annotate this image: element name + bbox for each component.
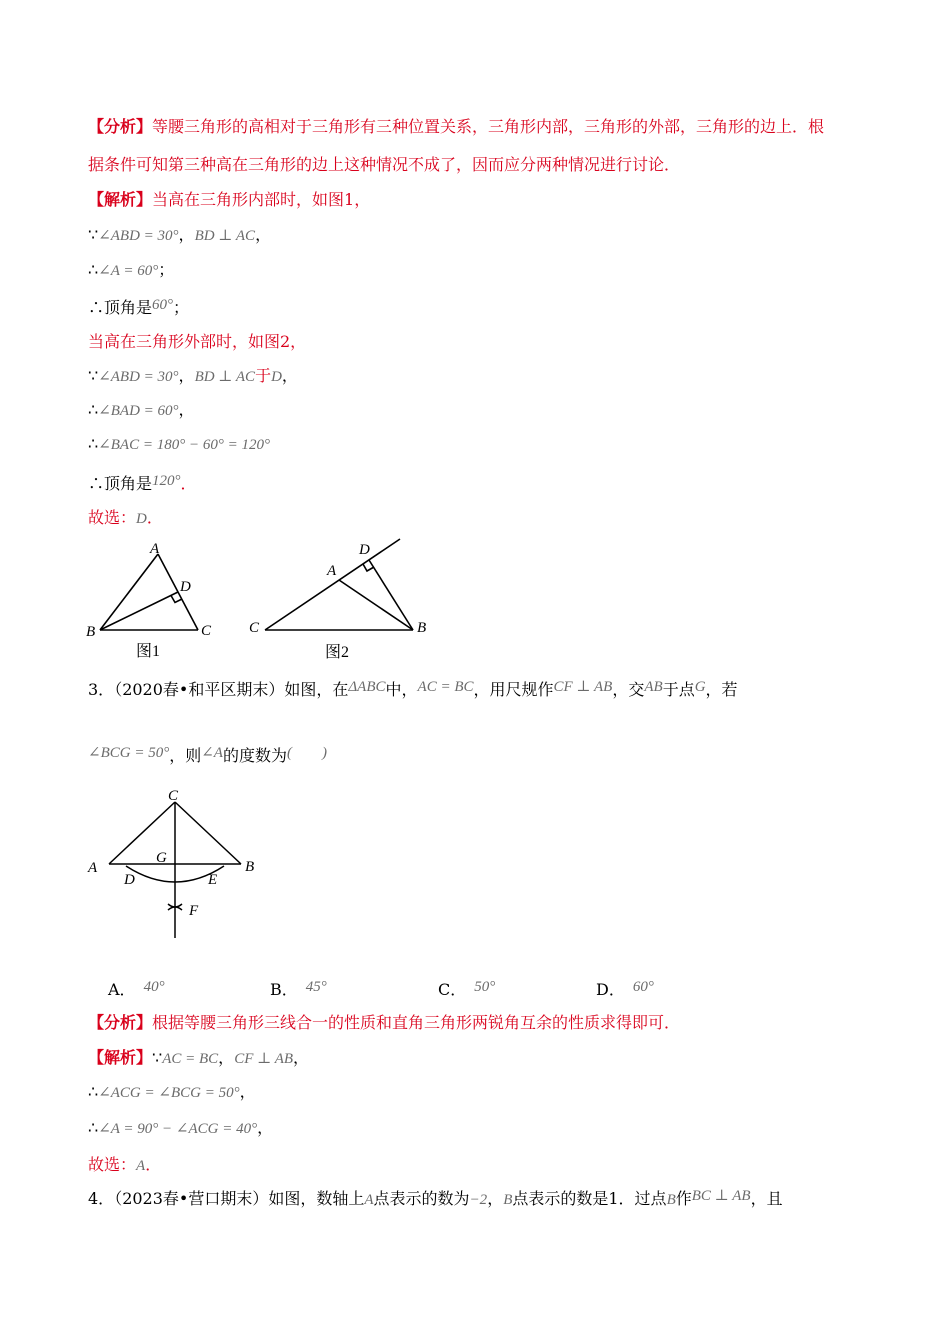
q3-line-1: [88, 680, 738, 701]
because-symbol: ∵: [88, 225, 99, 244]
solution-answer: [88, 508, 163, 529]
math-expression: B: [666, 1192, 676, 1208]
analysis-text-2: 据条件可知第三种高在三角形的边上这种情况不成了，因而应分两种情况进行讨论．: [88, 155, 681, 174]
math-expression: CF ⊥ AB: [553, 679, 613, 695]
q3-label-f: F: [189, 903, 199, 919]
solution-step-6: [88, 434, 270, 455]
math-expression: ∠ABD = 30°: [98, 369, 179, 385]
therefore-symbol: ∴: [88, 400, 99, 419]
q3-line-2: [88, 746, 327, 767]
math-expression: D: [271, 369, 282, 385]
statement-text: ∴顶角是: [88, 474, 153, 493]
solution-case2: [88, 332, 306, 352]
choice-label: D．: [596, 980, 625, 999]
q3-number: 3．: [88, 680, 115, 699]
math-expression: AC = BC: [417, 679, 474, 695]
q4-text: 如图，数轴上: [268, 1189, 365, 1208]
fig2-label-c: C: [249, 620, 260, 636]
q3-text: 如图，在: [284, 680, 349, 699]
fig2-caption: 图2: [325, 644, 350, 661]
q3-label-g: G: [156, 850, 167, 866]
q4-line-1: [88, 1189, 783, 1210]
math-expression: BD ⊥ AC: [194, 369, 256, 385]
analysis-text-1: 等腰三角形的高相对于三角形有三种位置关系，三角形内部，三角形的外部，三角形的边上．根: [152, 117, 825, 136]
math-expression: ∠BAC = 180° − 60° = 120°: [98, 437, 270, 453]
math-expression: BC ⊥ AB: [691, 1188, 751, 1204]
q3-solution-step-1: [88, 1048, 309, 1069]
therefore-symbol: ∴: [88, 1118, 99, 1137]
q4-text: 作: [675, 1189, 692, 1208]
fig2-label-d: D: [359, 542, 370, 558]
choice-value: 40°: [143, 979, 165, 995]
q3-text: ，交: [612, 680, 645, 699]
math-expression: A: [364, 1192, 374, 1208]
answer-label: 故选：: [88, 508, 137, 527]
choice-c[interactable]: [438, 977, 495, 1000]
q3-text: ，若: [705, 680, 738, 699]
q4-text: 点表示的数是1．过点: [512, 1189, 667, 1208]
answer-label: 故选：: [88, 1155, 137, 1174]
solution-step-5: [88, 400, 195, 421]
answer-blank: ( ): [286, 745, 327, 761]
q3-source: （2020春•和平区期末）: [114, 680, 285, 699]
fig1-label-a: A: [150, 541, 160, 557]
q4-text: ，: [487, 1189, 504, 1208]
punctuation: ．: [145, 1155, 162, 1174]
punctuation: ，: [239, 1082, 256, 1101]
solution-step-4: [88, 366, 298, 387]
solution-tag: 【解析】: [88, 190, 153, 209]
punctuation: ，: [293, 1048, 310, 1067]
q3-label-e: E: [208, 872, 218, 888]
punctuation: ；: [173, 298, 190, 317]
analysis-text: 根据等腰三角形三线合一的性质和直角三角形两锐角互余的性质求得即可．: [152, 1013, 681, 1032]
fig1-label-b: B: [86, 624, 96, 640]
separator: ，: [178, 366, 195, 385]
separator: ，: [218, 1048, 235, 1067]
therefore-symbol: ∴: [88, 1082, 99, 1101]
q3-analysis: [88, 1013, 680, 1033]
punctuation: ．: [146, 508, 163, 527]
choice-label: A．: [108, 980, 136, 999]
q3-solution-step-2: [88, 1082, 256, 1103]
choice-a[interactable]: [108, 977, 165, 1000]
q3-text: 的度数为: [222, 746, 287, 765]
math-expression: ∠A = 90° − ∠ACG = 40°: [98, 1121, 258, 1137]
punctuation: ；: [158, 260, 175, 279]
math-expression: ∠BCG = 50°: [88, 745, 170, 761]
choice-value: 45°: [305, 979, 327, 995]
q3-label-a: A: [88, 860, 98, 876]
analysis-tag: 【分析】: [88, 117, 153, 136]
q4-source: （2023春•营口期末）: [114, 1189, 269, 1208]
math-expression: AC = BC: [162, 1051, 219, 1067]
choice-d[interactable]: [596, 977, 654, 1000]
punctuation: ，: [281, 366, 298, 385]
yu-word: 于: [255, 366, 272, 385]
choice-value: 60°: [632, 979, 654, 995]
separator: ，: [178, 225, 195, 244]
math-expression: B: [503, 1192, 513, 1208]
q3-label-b: B: [245, 859, 255, 875]
choice-b[interactable]: [270, 977, 327, 1000]
analysis-line-2: [88, 155, 680, 175]
solution-case1: [88, 190, 370, 210]
choice-value: 50°: [474, 979, 496, 995]
punctuation: ，: [257, 1118, 274, 1137]
analysis-line-1: [88, 117, 824, 137]
math-expression: −2: [469, 1192, 488, 1208]
choice-label: B．: [270, 980, 298, 999]
fig2-label-b: B: [417, 620, 427, 636]
statement-text: ∴顶角是: [88, 298, 153, 317]
math-expression: 120°: [152, 473, 181, 489]
fig1-label-d: D: [180, 579, 191, 595]
q4-text: ，且: [750, 1189, 783, 1208]
q4-text: 点表示的数为: [373, 1189, 470, 1208]
math-expression: G: [694, 679, 706, 695]
analysis-tag: 【分析】: [88, 1013, 153, 1032]
fig1-label-c: C: [201, 623, 212, 639]
case2-text: 当高在三角形外部时，如图2，: [88, 332, 307, 351]
punctuation: ，: [178, 400, 195, 419]
math-expression: AB: [644, 679, 663, 695]
figure-2: [245, 533, 435, 666]
solution-tag: 【解析】: [88, 1048, 153, 1067]
punctuation: ，: [255, 225, 272, 244]
solution-step-1: [88, 225, 271, 246]
math-expression: ∠ABD = 30°: [98, 228, 179, 244]
q3-solution-step-3: [88, 1118, 273, 1139]
q3-text: ，用尺规作: [473, 680, 554, 699]
q3-label-d: D: [124, 872, 135, 888]
q3-label-c: C: [168, 788, 179, 804]
q3-text: 中，: [385, 680, 418, 699]
fig2-label-a: A: [327, 563, 337, 579]
choice-label: C．: [438, 980, 467, 999]
therefore-symbol: ∴: [88, 434, 99, 453]
math-expression: BD ⊥ AC: [194, 228, 256, 244]
solution-step-7: [88, 474, 197, 495]
math-expression: ∠A = 60°: [98, 263, 159, 279]
answer-value: D: [136, 511, 147, 527]
math-expression: 60°: [152, 297, 174, 313]
solution-step-3: [88, 298, 189, 319]
math-expression: ∠A: [201, 745, 223, 761]
math-expression: ΔABC: [348, 679, 386, 695]
q4-number: 4．: [88, 1189, 115, 1208]
q3-answer: [88, 1155, 161, 1176]
figure-1: [80, 536, 230, 666]
math-expression: ∠ACG = ∠BCG = 50°: [98, 1085, 240, 1101]
answer-value: A: [136, 1158, 146, 1174]
q3-text: ，则: [169, 746, 202, 765]
solution-step-2: [88, 260, 174, 281]
math-expression: CF ⊥ AB: [234, 1051, 294, 1067]
q3-figure: [84, 784, 274, 944]
case1-text: 当高在三角形内部时，如图1，: [152, 190, 371, 209]
fig1-caption: 图1: [136, 643, 161, 660]
math-expression: ∠BAD = 60°: [98, 403, 179, 419]
q3-text: 于点: [662, 680, 695, 699]
because-symbol: ∵: [88, 366, 99, 385]
punctuation: ．: [180, 474, 197, 493]
because-symbol: ∵: [152, 1048, 163, 1067]
therefore-symbol: ∴: [88, 260, 99, 279]
